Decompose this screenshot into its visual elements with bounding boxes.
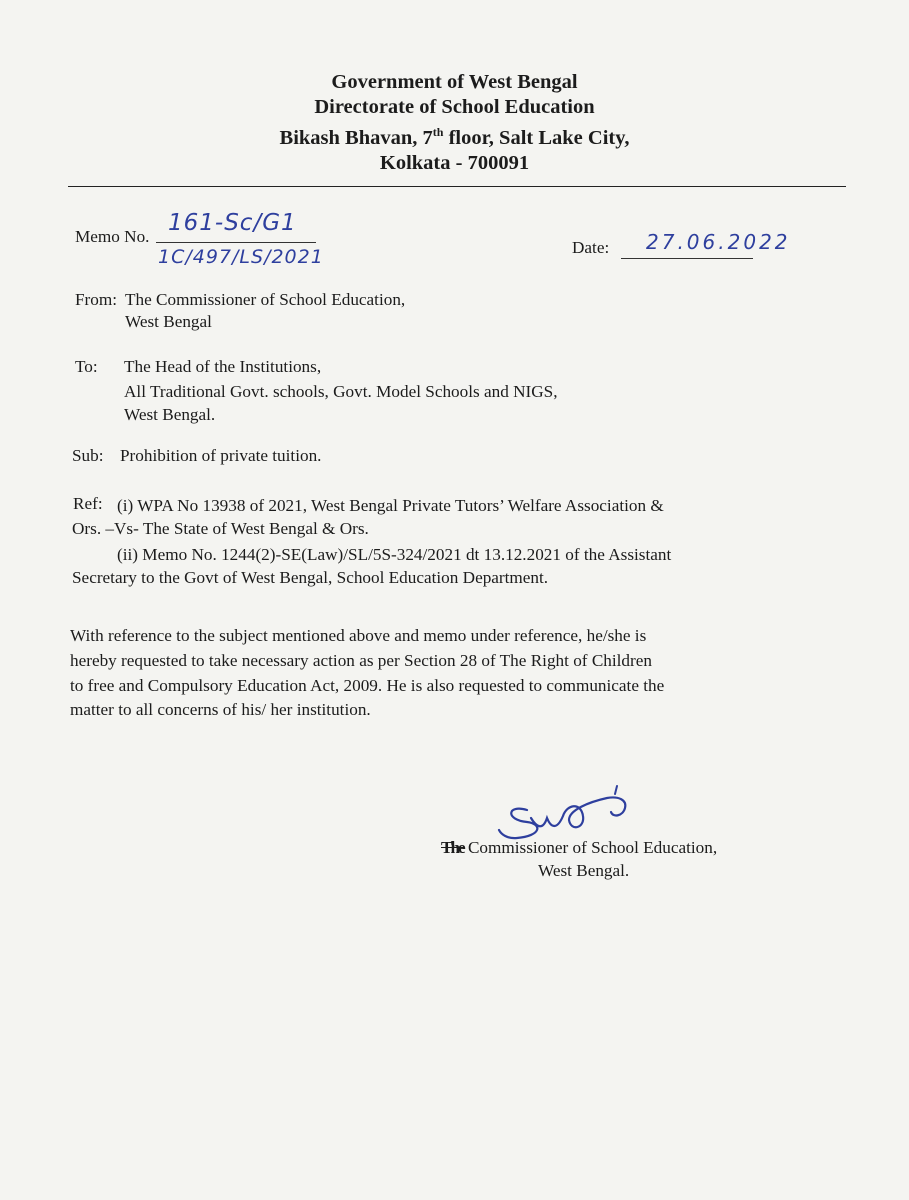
memo-number-handwritten-2: 1C/497/LS/2021	[158, 246, 324, 268]
to-line-3: West Bengal.	[124, 405, 216, 424]
memo-label: Memo No.	[75, 227, 150, 246]
from-line-2: West Bengal	[125, 312, 212, 331]
body-line-4: matter to all concerns of his/ her institution.	[70, 700, 371, 719]
signature-mark	[497, 780, 647, 842]
date-underline	[621, 258, 753, 259]
signatory-struck-word: The	[441, 838, 464, 857]
reference-item-1-line-1: (i) WPA No 13938 of 2021, West Bengal Private Tutors’ Welfare Association &	[117, 496, 664, 515]
date-handwritten: 27.06.2022	[646, 230, 791, 254]
subject-label: Sub:	[72, 446, 104, 465]
reference-item-2-line-2: Secretary to the Govt of West Bengal, School Education Department.	[72, 568, 549, 587]
letterhead	[0, 70, 909, 176]
body-line-2: hereby requested to take necessary action as per Section 28 of The Right of Children	[70, 651, 652, 670]
reference-label: Ref:	[73, 494, 103, 513]
subject-text: Prohibition of private tuition.	[120, 446, 322, 465]
letterhead-government: Government of West Bengal	[331, 71, 578, 93]
letterhead-address: Bikash Bhavan, 7th floor, Salt Lake City,	[279, 125, 630, 149]
memo-number-handwritten-1: 161-Sc/G1	[168, 210, 297, 236]
letterhead-directorate: Directorate of School Education	[314, 96, 595, 118]
signatory-line-2: West Bengal.	[538, 861, 630, 880]
from-label: From:	[75, 290, 118, 309]
signatory-title	[441, 838, 717, 858]
reference-item-2-line-1: (ii) Memo No. 1244(2)-SE(Law)/SL/5S-324/2021 dt 13.12.2021 of the Assistant	[117, 545, 672, 564]
letterhead-city: Kolkata - 700091	[379, 151, 530, 174]
from-line-1: The Commissioner of School Education,	[125, 290, 406, 309]
to-label: To:	[75, 357, 98, 376]
body-line-1: With reference to the subject mentioned above and memo under reference, he/she is	[70, 626, 647, 645]
header-divider	[68, 186, 846, 187]
to-line-1: The Head of the Institutions,	[124, 357, 322, 376]
date-label: Date:	[572, 238, 610, 257]
body-line-3: to free and Compulsory Education Act, 2009. He is also requested to communicate the	[70, 676, 665, 695]
to-line-2: All Traditional Govt. schools, Govt. Model Schools and NIGS,	[124, 382, 558, 401]
memo-underline	[156, 242, 316, 243]
reference-item-1-line-2: Ors. –Vs- The State of West Bengal & Ors.	[72, 519, 369, 538]
signatory-line-1: Commissioner of School Education,	[463, 838, 718, 857]
